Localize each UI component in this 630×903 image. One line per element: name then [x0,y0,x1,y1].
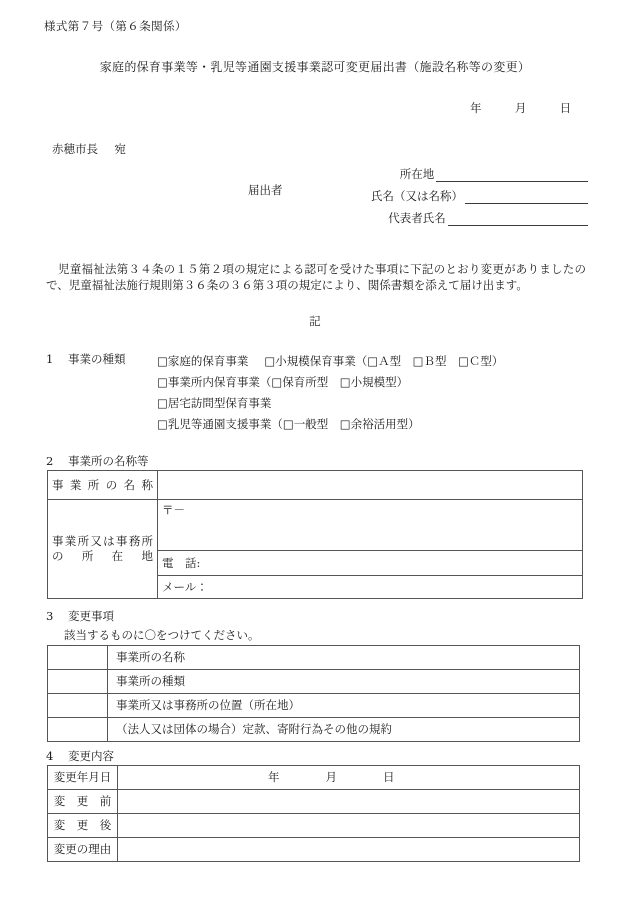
section2-number: 2 [46,454,54,468]
section2-heading [46,453,149,469]
body-paragraph: 児童福祉法第３４条の１５第２項の規定による認可を受けた事項に下記のとおり変更がありましたので、児童福祉法施行規則第３６条の３６第３項の規定により、関係書類を添えて届け出ます。 [46,262,586,292]
form-number: 様式第７号（第６条関係） [44,19,187,33]
section3-number: 3 [46,609,54,623]
submitter-address-label: 所在地 [399,167,435,181]
change-date-value[interactable] [118,766,580,790]
section4-heading [46,748,114,764]
addressee [52,141,126,157]
change-before-value[interactable] [118,790,580,814]
change-date-year: 年 [268,770,280,784]
section1-option-row-2 [157,372,503,393]
section1-number: 1 [46,352,54,366]
date-day-label: 日 [559,101,572,115]
change-after-label: 変 更 後 [48,814,118,838]
section3-title: 変更事項 [68,609,114,623]
change-item-mark-3[interactable] [48,718,108,742]
submitter-name-label: 氏名（又は名称） [371,189,463,203]
submitter-representative-label: 代表者氏名 [388,211,446,225]
facility-mail-cell[interactable] [158,576,583,599]
date-month-label: 月 [514,101,527,115]
section1-option-row-4 [157,414,503,435]
date-line [470,100,571,116]
submitter-group-label: 届出者 [248,183,283,197]
section2-title: 事業所の名称等 [68,454,149,468]
table-row [48,790,580,814]
section1-option-home-visit[interactable]: □居宅訪問型保育事業 [157,396,272,410]
submitter-representative-input[interactable] [448,211,588,226]
submitter-address-input[interactable] [436,167,588,182]
change-reason-value[interactable] [118,838,580,862]
table-row [48,766,580,790]
submitter-block [248,160,588,226]
change-before-label: 変 更 前 [48,790,118,814]
facility-postal-cell[interactable] [158,500,583,551]
section1-option-small-scale[interactable]: □小規模保育事業（□Ａ型 □Ｂ型 □Ｃ型） [264,354,504,368]
submitter-name-input[interactable] [465,189,588,204]
section1-heading [46,351,126,367]
table-row [48,694,580,718]
submitter-name-row [248,182,588,204]
date-year-label: 年 [470,101,482,115]
change-after-value[interactable] [118,814,580,838]
change-date-label: 変更年月日 [48,766,118,790]
section1-option-infant-commute[interactable]: □乳児等通園支援事業（□一般型 □余裕活用型） [157,417,420,431]
section1-title: 事業の種類 [68,352,126,366]
change-item-label-1: 事業所の種類 [108,670,580,694]
table-row [48,646,580,670]
change-item-label-0: 事業所の名称 [108,646,580,670]
mail-label: メール： [162,579,208,594]
change-item-mark-2[interactable] [48,694,108,718]
change-date-ymd [118,770,575,785]
change-item-mark-0[interactable] [48,646,108,670]
change-date-day: 日 [383,770,395,784]
table-row [48,471,583,500]
facility-name-label [48,471,158,500]
facility-location-label-line1: 事業所又は事務所 [52,534,153,548]
change-reason-label: 変更の理由 [48,838,118,862]
change-item-label-2: 事業所又は事務所の位置（所在地） [108,694,580,718]
section1-options [157,351,503,435]
section1-option-row-1 [157,351,503,372]
facility-table [47,470,583,599]
document-title: 家庭的保育事業等・乳児等通園支援事業認可変更届出書（施設名称等の変更） [99,60,531,74]
submitter-address-row [248,160,588,182]
ki-marker: 記 [309,314,321,328]
change-date-month: 月 [325,770,337,784]
facility-tel-cell[interactable] [158,551,583,576]
facility-location-label-line2: の 所 在 地 [52,549,153,563]
table-row [48,814,580,838]
tel-label: 電 話: [162,555,201,570]
change-item-label-3: （法人又は団体の場合）定款、寄附行為その他の規約 [108,718,580,742]
table-row [48,718,580,742]
facility-name-value[interactable] [158,471,583,500]
section4-title: 変更内容 [68,749,114,763]
change-detail-table [47,765,580,862]
section3-heading [46,608,114,624]
section1-option-home-care[interactable]: □家庭的保育事業 [157,354,249,368]
table-row [48,670,580,694]
addressee-suffix: 宛 [114,142,126,156]
facility-name-label-text: 事業所の名称 [52,477,153,492]
table-row [48,500,583,551]
table-row [48,838,580,862]
change-items-table [47,645,580,742]
section3-note: 該当するものに〇をつけてください。 [64,628,260,642]
postal-dash: － [173,503,185,517]
change-item-mark-1[interactable] [48,670,108,694]
section1-option-workplace[interactable]: □事業所内保育事業（□保育所型 □小規模型） [157,375,409,389]
facility-location-label [48,500,158,599]
section4-number: 4 [46,749,54,763]
addressee-name: 赤穂市長 [52,142,98,156]
section1-option-row-3 [157,393,503,414]
postal-symbol: 〒 [162,503,174,517]
submitter-representative-row [248,204,588,226]
